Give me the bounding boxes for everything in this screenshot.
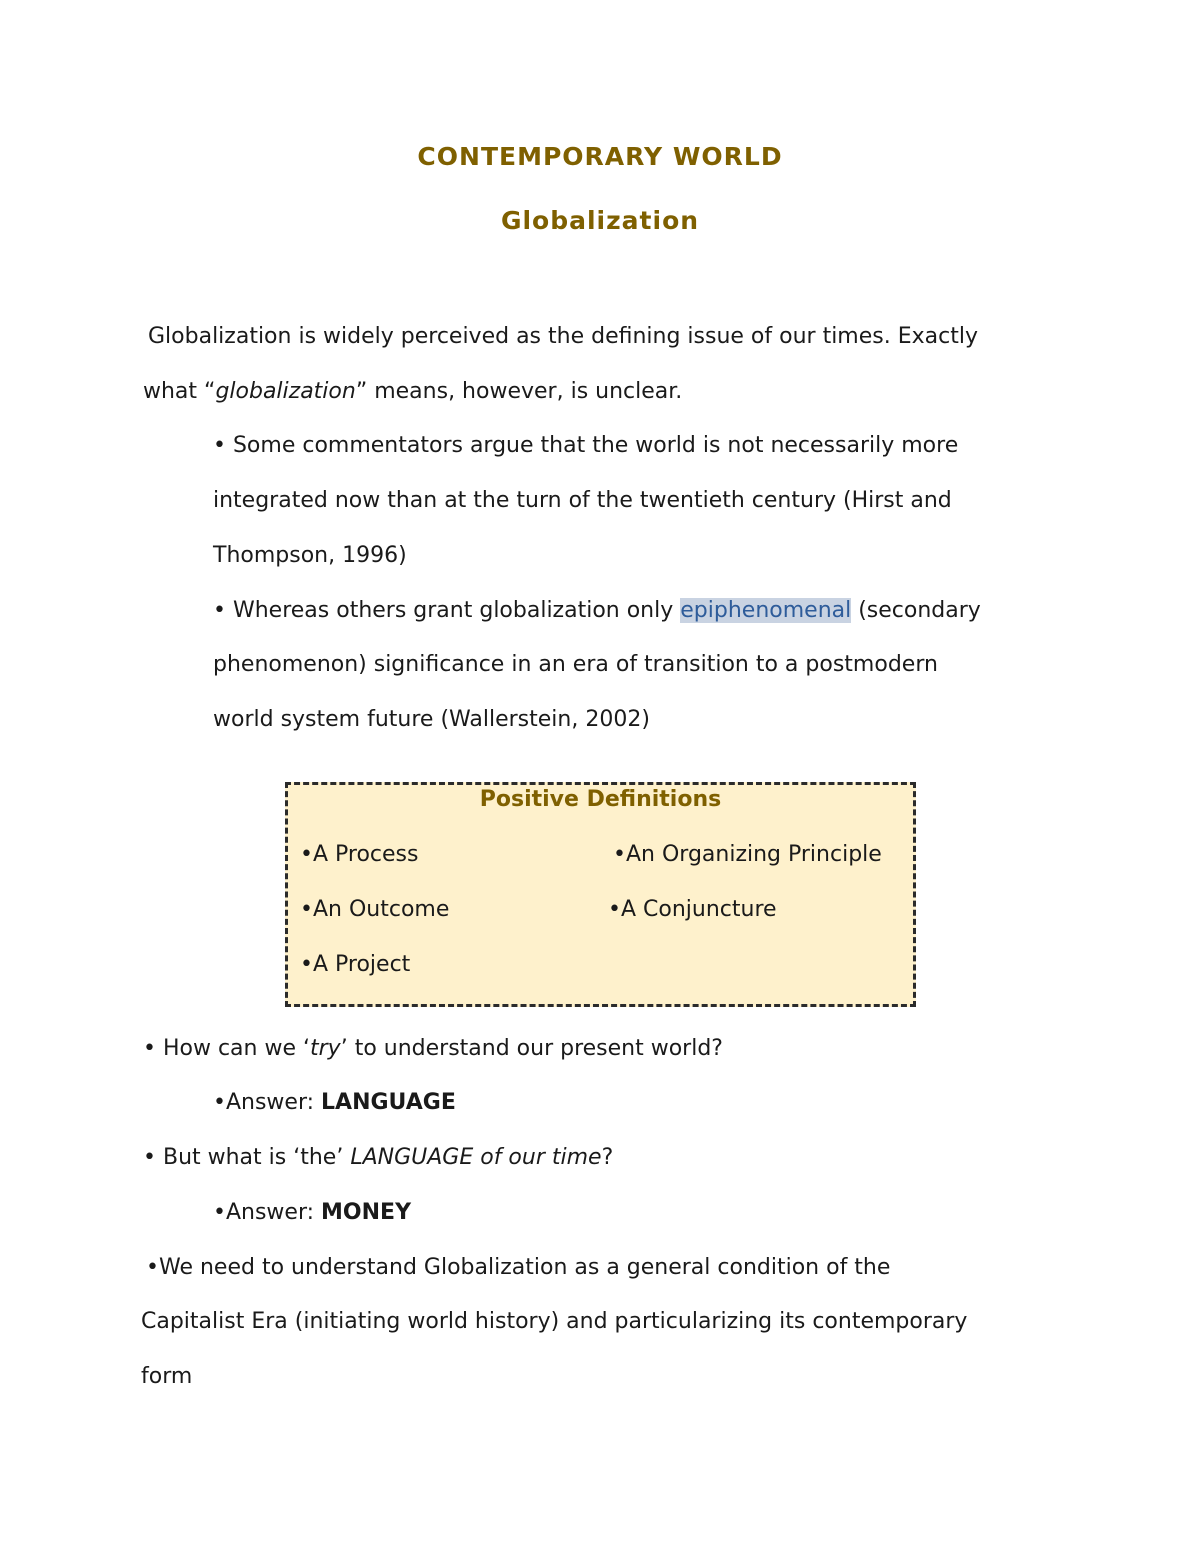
definitions-title: Positive Definitions xyxy=(479,787,722,812)
answer-1-value: LANGUAGE xyxy=(321,1090,456,1115)
bullet2-text: • Whereas others grant globalization only xyxy=(213,598,681,623)
bullet1-line-2: integrated now than at the turn of the twentieth century (Hirst and xyxy=(213,488,952,513)
question-2 xyxy=(143,1143,613,1173)
highlighted-term[interactable]: epiphenomenal xyxy=(680,598,852,623)
question-1-text: • How can we ‘ xyxy=(143,1036,310,1061)
question-1-emphasis: try xyxy=(310,1036,341,1061)
intro-text: what “ xyxy=(143,379,216,404)
question-2-emphasis: LANGUAGE of our time xyxy=(350,1145,602,1170)
closing-line-2: Capitalist Era (initiating world history) and particularizing its contemporary xyxy=(141,1309,968,1334)
document-subtitle: Globalization xyxy=(500,206,700,235)
closing-line-3: form xyxy=(141,1364,193,1389)
answer-2-value: MONEY xyxy=(321,1200,411,1225)
question-1 xyxy=(143,1034,723,1064)
question-1-text-end: ’ to understand our present world? xyxy=(340,1036,723,1061)
definitions-box xyxy=(285,782,916,1007)
intro-line-2 xyxy=(143,377,682,407)
bullet2-text-end: (secondary xyxy=(851,598,981,623)
intro-emphasis: globalization xyxy=(215,379,356,404)
definition-item: •An Organizing Principle xyxy=(613,842,882,867)
definition-item: •A Project xyxy=(300,952,411,977)
bullet1-line-3: Thompson, 1996) xyxy=(213,543,407,568)
definition-item: •A Process xyxy=(300,842,419,867)
question-2-text-end: ? xyxy=(601,1145,614,1170)
bullet2-line-3: world system future (Wallerstein, 2002) xyxy=(213,707,650,732)
answer-2 xyxy=(213,1198,411,1228)
bullet2-line-2: phenomenon) significance in an era of transition to a postmodern xyxy=(213,652,938,677)
document-title: CONTEMPORARY WORLD xyxy=(417,142,783,171)
definition-item: •An Outcome xyxy=(300,897,450,922)
answer-1-label: •Answer: xyxy=(213,1090,322,1115)
intro-line-1: Globalization is widely perceived as the defining issue of our times. Exactly xyxy=(148,324,978,349)
intro-text-end: ” means, however, is unclear. xyxy=(355,379,683,404)
bullet1-line-1: • Some commentators argue that the world is not necessarily more xyxy=(213,433,959,458)
closing-line-1: •We need to understand Globalization as a general condition of the xyxy=(146,1255,891,1280)
bullet2-line-1 xyxy=(213,596,981,626)
definition-item: •A Conjuncture xyxy=(608,897,777,922)
question-2-text: • But what is ‘the’ xyxy=(143,1145,351,1170)
answer-2-label: •Answer: xyxy=(213,1200,322,1225)
answer-1 xyxy=(213,1088,456,1118)
